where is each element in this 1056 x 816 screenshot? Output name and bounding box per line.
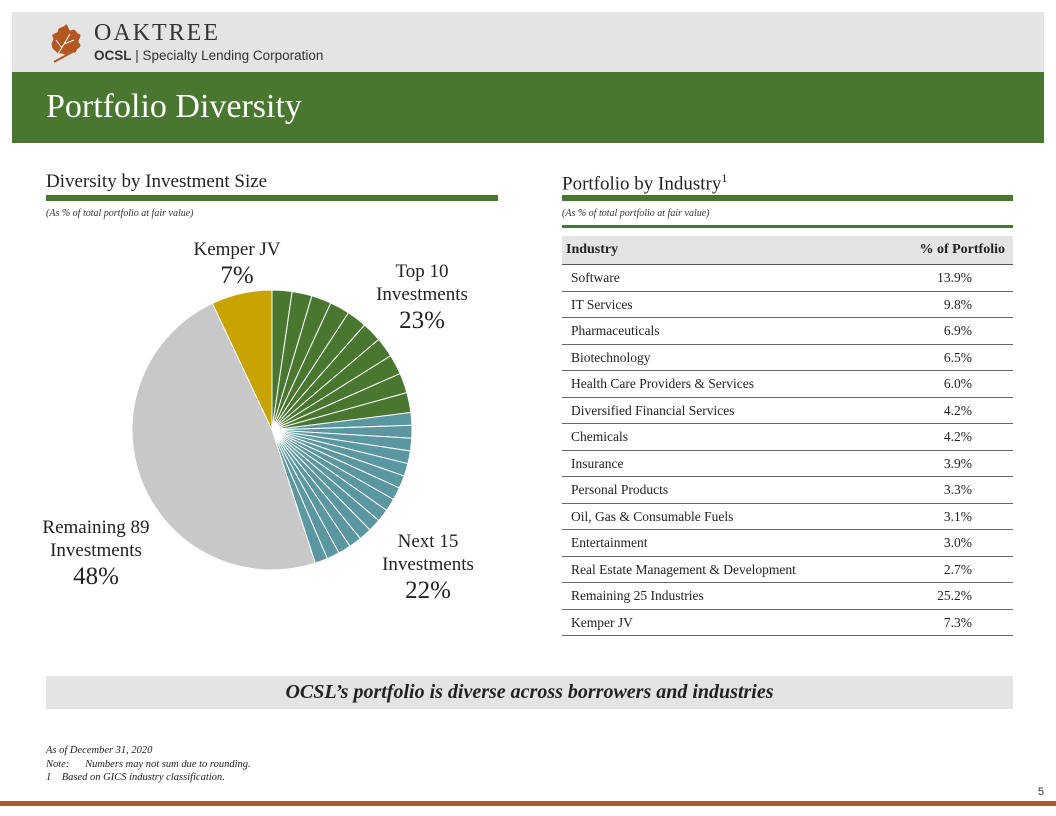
table-cell-industry: Real Estate Management & Development <box>571 561 796 577</box>
pie-label-next15-line1: Next 15 <box>397 531 459 552</box>
table-cell-industry: IT Services <box>571 296 633 312</box>
pie-label-remaining-line2: Investments <box>50 540 142 561</box>
table-cell-percent: 4.2% <box>943 429 972 444</box>
pie-label-remaining-pct: 48% <box>73 563 119 590</box>
oak-leaf-logo-icon <box>46 20 88 64</box>
left-section-title: Diversity by Investment Size <box>46 171 268 192</box>
table-cell-industry: Software <box>571 270 620 285</box>
company-subtitle <box>94 48 323 63</box>
table-cell-percent: 3.9% <box>943 455 972 471</box>
table-top-rule <box>562 225 1013 228</box>
footer-date: As of December 31, 2020 <box>46 745 153 756</box>
title-bar <box>12 72 1044 143</box>
page-title: Portfolio Diversity <box>46 88 302 125</box>
table-cell-industry: Personal Products <box>571 482 669 497</box>
pie-label-kemper-name: Kemper JV <box>193 239 281 260</box>
table-row <box>562 345 1013 372</box>
table-cell-percent: 6.0% <box>943 376 972 391</box>
table-row <box>562 318 1013 345</box>
table-row <box>562 583 1013 610</box>
table-cell-percent: 3.3% <box>943 482 972 497</box>
pie-label-top10-pct: 23% <box>399 307 445 334</box>
table-cell-industry: Oil, Gas & Consumable Fuels <box>571 508 734 524</box>
table-header-row <box>562 236 1013 265</box>
page-number: 5 <box>1037 786 1044 798</box>
header-bar <box>12 12 1044 72</box>
table-cell-percent: 25.2% <box>937 588 972 603</box>
table-row <box>562 610 1013 637</box>
table-cell-industry: Chemicals <box>571 429 628 444</box>
pie-label-next15 <box>358 530 498 606</box>
table-row <box>562 477 1013 504</box>
right-section-title <box>562 171 727 195</box>
summary-banner: OCSL’s portfolio is diverse across borrowers and industries <box>46 676 1013 709</box>
pie-label-kemper-pct: 7% <box>220 262 254 289</box>
pie-label-top10-line1: Top 10 <box>395 261 449 282</box>
bottom-accent-rule <box>0 801 1056 806</box>
table-cell-industry: Remaining 25 Industries <box>571 588 704 603</box>
table-row <box>562 424 1013 451</box>
industry-table <box>562 236 1013 636</box>
left-section-note: (As % of total portfolio at fair value) <box>46 208 194 219</box>
table-header-percent: % of Portfolio <box>919 242 1005 257</box>
table-cell-industry: Biotechnology <box>571 349 651 365</box>
pie-label-top10 <box>352 260 492 336</box>
table-cell-percent: 6.5% <box>943 349 972 365</box>
table-row <box>562 557 1013 584</box>
table-cell-industry: Insurance <box>571 455 624 471</box>
table-cell-percent: 4.2% <box>943 402 972 418</box>
table-cell-percent: 9.8% <box>943 296 972 312</box>
table-cell-percent: 3.0% <box>943 535 972 550</box>
table-row <box>562 398 1013 425</box>
pie-label-next15-pct: 22% <box>405 577 451 604</box>
table-row <box>562 504 1013 531</box>
pie-label-next15-line2: Investments <box>382 554 474 575</box>
table-cell-percent: 6.9% <box>943 323 972 338</box>
right-section-note: (As % of total portfolio at fair value) <box>562 208 710 219</box>
left-section-rule <box>46 195 498 201</box>
table-row <box>562 265 1013 292</box>
table-cell-industry: Pharmaceuticals <box>571 323 660 338</box>
table-row <box>562 530 1013 557</box>
table-header-industry: Industry <box>566 242 619 257</box>
table-cell-industry: Kemper JV <box>571 614 633 630</box>
pie-label-kemper-jv <box>172 238 302 291</box>
table-cell-percent: 3.1% <box>943 508 972 524</box>
right-section-rule <box>562 195 1013 201</box>
company-name: OAKTREE <box>94 20 220 46</box>
right-section-footnote-mark: 1 <box>721 171 728 185</box>
pie-label-remaining89 <box>26 516 166 592</box>
table-cell-industry: Diversified Financial Services <box>571 402 735 418</box>
table-cell-percent: 13.9% <box>937 270 972 285</box>
table-cell-percent: 2.7% <box>943 561 972 577</box>
right-section-title-text: Portfolio by Industry <box>562 173 722 195</box>
company-ticker: OCSL <box>94 48 132 63</box>
footer-note: Note: Numbers may not sum due to rounding. <box>46 759 251 770</box>
company-subtitle-text: | Specialty Lending Corporation <box>135 48 324 63</box>
table-row <box>562 292 1013 319</box>
table-cell-industry: Entertainment <box>571 535 648 550</box>
table-row <box>562 451 1013 478</box>
footer-footnote: 1 Based on GICS industry classification. <box>46 772 225 783</box>
table-cell-industry: Health Care Providers & Services <box>571 376 754 391</box>
pie-label-remaining-line1: Remaining 89 <box>42 517 150 538</box>
table-cell-percent: 7.3% <box>943 614 972 630</box>
pie-label-top10-line2: Investments <box>376 284 468 305</box>
table-body <box>562 265 1013 636</box>
table-row <box>562 371 1013 398</box>
